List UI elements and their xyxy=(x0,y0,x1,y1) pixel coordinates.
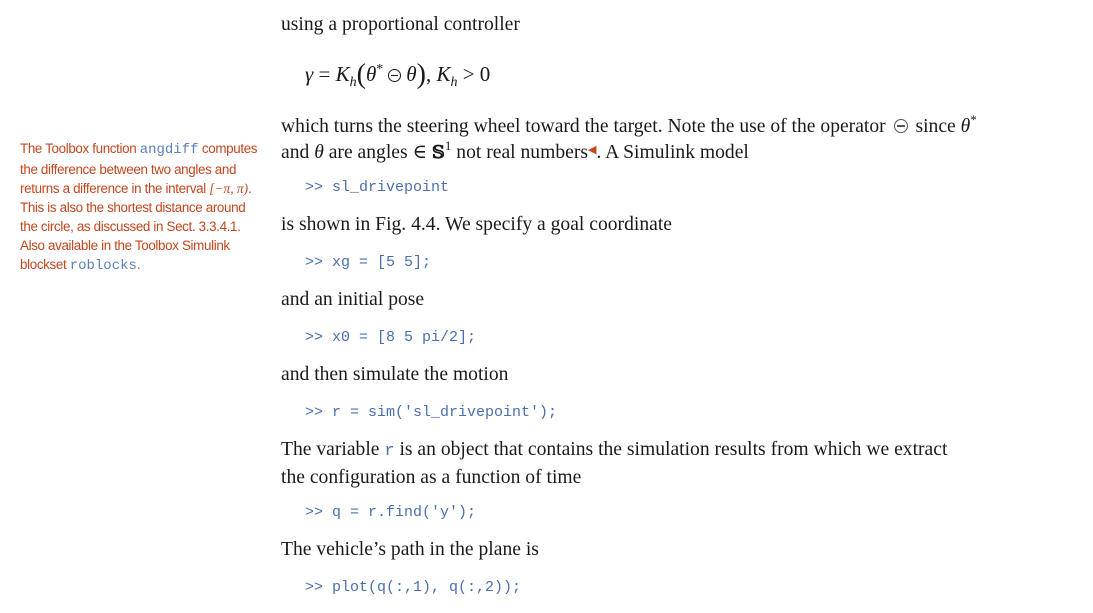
angdiff-code: angdiff xyxy=(139,142,199,158)
theta-star: θ xyxy=(960,116,971,137)
para-1-text-d: are angles ∈ xyxy=(323,142,432,163)
controller-intro: using a proportional controller xyxy=(281,14,520,35)
control-law-equation xyxy=(305,57,490,90)
target-star: * xyxy=(376,62,384,77)
close-paren: ) xyxy=(416,59,426,90)
margin-note-marker-icon: ◀ xyxy=(587,143,597,156)
para-5-text-b: is an object that contains the simulation results from which we extract xyxy=(394,439,948,460)
para-1-text-e: not real numbers xyxy=(451,142,588,163)
open-paren: ( xyxy=(356,59,366,90)
margin-note-text-1: The Toolbox function xyxy=(20,141,140,156)
variable-r: r xyxy=(384,442,395,461)
interval-math: [−π, π) xyxy=(209,181,249,196)
code-drivepoint: >> sl_drivepoint xyxy=(305,179,450,196)
condition-relation: > 0 xyxy=(457,62,491,86)
equals-sign: = xyxy=(313,62,336,86)
para-1-text-b: since xyxy=(910,116,961,137)
paragraph-operator xyxy=(281,114,977,166)
ominus-operator-icon xyxy=(388,69,401,82)
condition-gain: K xyxy=(436,62,451,86)
current-angle: θ xyxy=(406,62,417,86)
para-1-text-f: . A Simulink model xyxy=(596,142,749,163)
target-angle: θ xyxy=(365,62,377,86)
ominus-inline-icon xyxy=(894,119,908,133)
circle-group-symbol: 𝕊 xyxy=(431,142,445,163)
paragraph-goal: is shown in Fig. 4.4. We specify a goal coordinate xyxy=(281,214,672,235)
gain-symbol: K xyxy=(335,62,350,86)
para-5-line-2: the configuration as a function of time xyxy=(281,467,582,488)
code-plot: >> plot(q(:,1), q(:,2)); xyxy=(305,579,522,596)
paragraph-results xyxy=(281,437,947,491)
circle-group-sup: 1 xyxy=(444,138,452,153)
para-5-text-a: The variable xyxy=(281,439,385,460)
condition-subscript: h xyxy=(450,75,458,90)
roblocks-code: roblocks xyxy=(69,258,137,274)
code-initial-pose: >> x0 = [8 5 pi/2]; xyxy=(305,329,477,346)
margin-note xyxy=(20,139,266,276)
gain-subscript: h xyxy=(349,75,357,90)
margin-note-text-3: . This is also the shortest distance around the circle, as discussed in Sect. 3.3.4.1. Also available in the Toolbox Simulink blockset xyxy=(20,181,252,272)
gamma-symbol: γ xyxy=(305,62,314,86)
paragraph-path: The vehicle’s path in the plane is xyxy=(281,539,539,560)
paragraph-simulate: and then simulate the motion xyxy=(281,364,509,385)
para-1-text-c: and xyxy=(281,142,315,163)
paragraph-pose: and an initial pose xyxy=(281,289,425,310)
theta-star-sup: * xyxy=(970,112,977,127)
code-find: >> q = r.find('y'); xyxy=(305,504,477,521)
equation-separator: , xyxy=(425,62,437,86)
code-goal: >> xg = [5 5]; xyxy=(305,254,432,271)
theta-inline: θ xyxy=(314,142,324,163)
margin-note-text-2: computes the difference between two angles and returns a difference in the interval xyxy=(20,141,258,196)
code-simulate: >> r = sim('sl_drivepoint'); xyxy=(305,404,558,421)
margin-note-text-4: . xyxy=(136,257,141,272)
para-1-text-a: which turns the steering wheel toward the target. Note the use of the operator xyxy=(281,116,891,137)
